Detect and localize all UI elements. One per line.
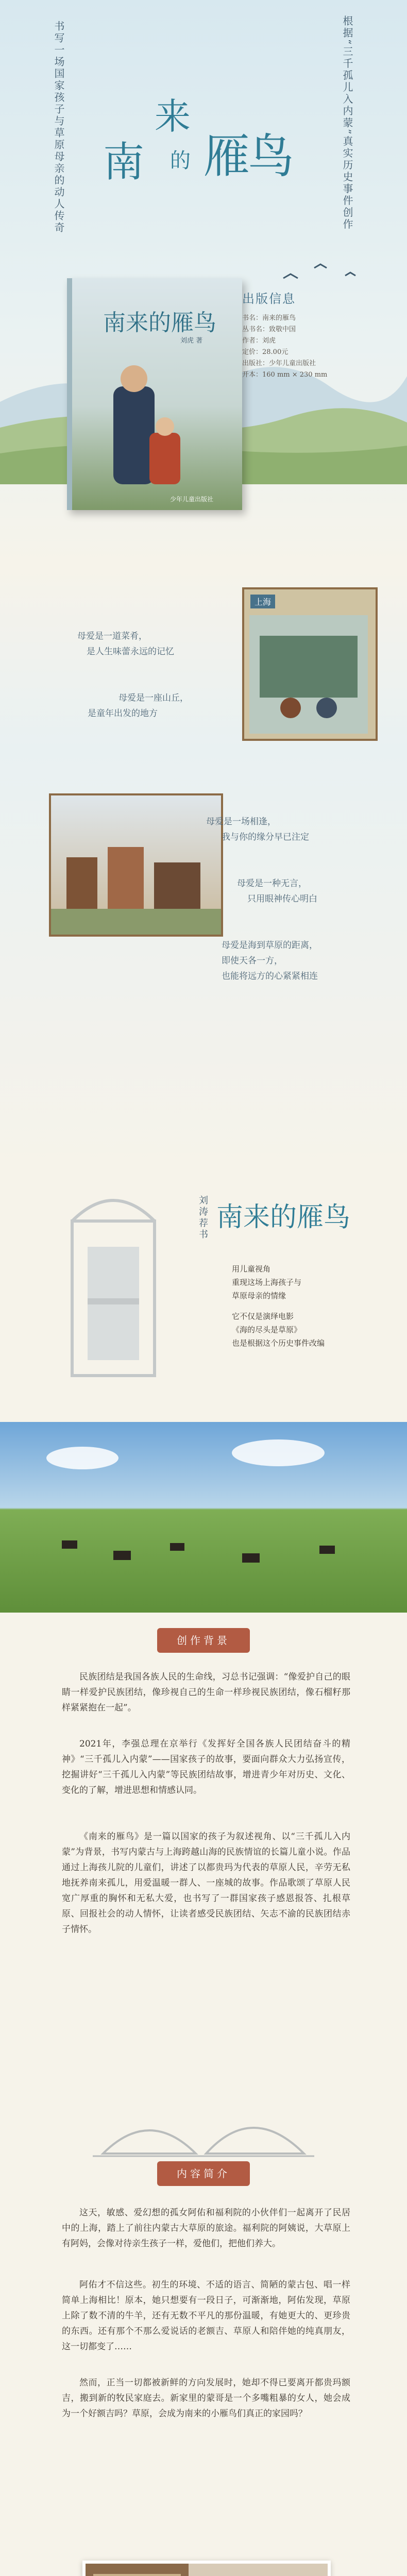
recommend-line: 也是根据这个历史事件改编 — [232, 1338, 325, 1348]
quote-line: 我与你的缘分早已注定 — [222, 832, 309, 842]
author-photo — [82, 2561, 331, 2576]
info-heading: 出版信息 — [242, 292, 296, 306]
quote-2 — [88, 690, 189, 721]
shanghai-illustration — [242, 587, 378, 741]
book-cover — [67, 278, 242, 510]
summary-paragraph: 然而，正当一切都被新鲜的方向发展时，她却不得已要离开都贵玛额吉，搬到新的牧民家庭去。新家里的蒙哥是一个多嘴粗暴的女人，她会成为一个好额吉吗？草原，会成为南来的小雁鸟们真正的家园吗？ — [62, 2378, 350, 2419]
recommend-line — [232, 1302, 325, 1310]
quote-line: 母爱是一座山丘， — [118, 693, 189, 703]
title-part-de: 的 — [170, 149, 191, 173]
header-left-column: 书写一场国家孩子与草原母亲的动人传奇 — [53, 21, 65, 234]
quote-line: 是童年出发的地方 — [88, 708, 158, 719]
quotes-section — [0, 567, 407, 1175]
summary-paragraph: 这天，敏感、爱幻想的孤女阿佑和福利院的小伙伴们一起离开了民居中的上海，踏上了前往内蒙古大草原的旅途。福利院的阿姨说，大草原上有阿妈，会像对待亲生孩子一样，爱他们，把他们养大。 — [62, 2208, 350, 2249]
recommend-label: 刘涛荐书 — [197, 1195, 208, 1241]
header-title — [93, 88, 314, 201]
quote-1 — [77, 629, 174, 659]
title-part-nan: 南 — [103, 138, 144, 186]
info-line: 开本：160 mm × 230 mm — [242, 371, 328, 379]
author-section — [0, 2555, 407, 2576]
quote-line: 母爱是海到草原的距离， — [222, 940, 318, 951]
summary-section — [0, 2076, 407, 2555]
grassland-picture — [0, 1422, 407, 1613]
header-right-column: 根据“三千孤儿入内蒙”真实历史事件创作 — [341, 15, 353, 231]
quote-line: 是人生味蕾永远的记忆 — [87, 647, 174, 657]
quote-line: 母爱是一种无言， — [237, 878, 307, 889]
recommend-line: 它不仅是演绎电影 — [232, 1312, 294, 1321]
recommend-title: 南来的雁鸟 — [216, 1202, 351, 1233]
quote-5 — [222, 938, 318, 984]
info-card — [242, 289, 361, 381]
quote-line: 母爱是一道菜肴， — [77, 631, 147, 641]
recommend-line: 用儿童视角 — [232, 1264, 271, 1274]
village-picture — [51, 795, 221, 935]
quote-3 — [206, 814, 309, 845]
info-line: 丛书名：致敬中国 — [242, 326, 296, 333]
cover-author: 刘虎 著 — [180, 337, 203, 345]
summary-badge: 内容简介 — [157, 2161, 250, 2186]
cover-title: 南来的雁鸟 — [103, 310, 216, 336]
quote-4 — [237, 876, 317, 907]
background-section — [0, 1613, 407, 2076]
recommend-line: 重现这场上海孩子与 — [232, 1278, 302, 1287]
village-illustration — [49, 793, 223, 937]
quote-line: 母爱是一场相逢， — [206, 817, 276, 827]
header-section — [0, 0, 407, 567]
yurt-decoration — [93, 2092, 314, 2169]
geese-icon — [273, 252, 376, 294]
quote-line: 只用眼神传心明白 — [247, 894, 317, 904]
author-picture — [86, 2564, 328, 2576]
summary-paragraph: 阿佑才不信这些。初生的环境、不适的语言、简陋的蒙古包、唱一样简单上海相比！原本，她只想要有一段日子，可渐渐地，阿佑发现，草原上除了数不清的牛羊，还有无数不平凡的那份温暖，有她更大的、更珍贵的东西。还有那个不那么爱说话的老额吉、草原人和陪伴她的纯真朋友，这一切都变了…… — [62, 2280, 350, 2352]
info-line: 定价：28.00元 — [242, 348, 289, 356]
recommend-line: 草原母亲的情缘 — [232, 1291, 286, 1300]
background-paragraph: 2021年，李强总理在京举行《发挥好全国各族人民团结奋斗的精神》“三千孤儿入内蒙”——国家孩子的故事，要面向群众大力弘扬宣传，挖掘讲好“三千孤儿入内蒙”等民族团结故事，增进青少年对历史、文化、变化的了解，增进思想和情感认同。 — [62, 1739, 350, 1795]
grassland-photo — [0, 1422, 407, 1613]
background-paragraph: 民族团结是我国各族人民的生命线，习总书记强调：“像爱护自己的眼睛一样爱护民族团结，像珍视自己的生命一样珍视民族团结，像石榴籽那样紧紧抱在一起”。 — [62, 1672, 350, 1713]
recommend-section — [0, 1175, 407, 1422]
background-badge: 创作背景 — [157, 1628, 250, 1653]
recommend-line: 《海的尽头是草原》 — [232, 1325, 302, 1334]
recommend-lines — [232, 1262, 325, 1350]
cover-illustration — [82, 355, 227, 489]
title-part-yanniao: 雁鸟 — [204, 129, 292, 183]
info-line: 出版社：少年儿童出版社 — [242, 360, 316, 367]
cover-publisher: 少年儿童出版社 — [170, 496, 214, 503]
quote-line: 也能将远方的心紧紧相连 — [222, 971, 318, 981]
quote-line: 即使天各一方， — [222, 956, 283, 966]
title-part-lai: 来 — [155, 95, 191, 138]
shanghai-label: 上海 — [250, 595, 275, 608]
train-window-picture — [249, 615, 368, 734]
arch-window-decoration — [67, 1190, 160, 1381]
info-line: 作者：刘虎 — [242, 337, 276, 345]
info-line: 书名：南来的雁鸟 — [242, 314, 296, 322]
background-paragraph: 《南来的雁鸟》是一篇以国家的孩子为叙述视角、以“三千孤儿入内蒙”为背景，书写内蒙古与上海跨越山海的民族情谊的长篇儿童小说。作品通过上海孩儿院的儿童们，讲述了以都贵玛为代表的草原人民，辛劳无私地抚养南来孤儿，用爱温暖一群人、一座城的故事。作品歌颂了草原人民宽广厚重的胸怀和无私大爱，也书写了一群国家孩子感恩报答、扎根草原、回报社会的动人情怀，让读者感受民族团结、矢志不渝的民族团结赤子情怀。 — [62, 1832, 350, 1935]
